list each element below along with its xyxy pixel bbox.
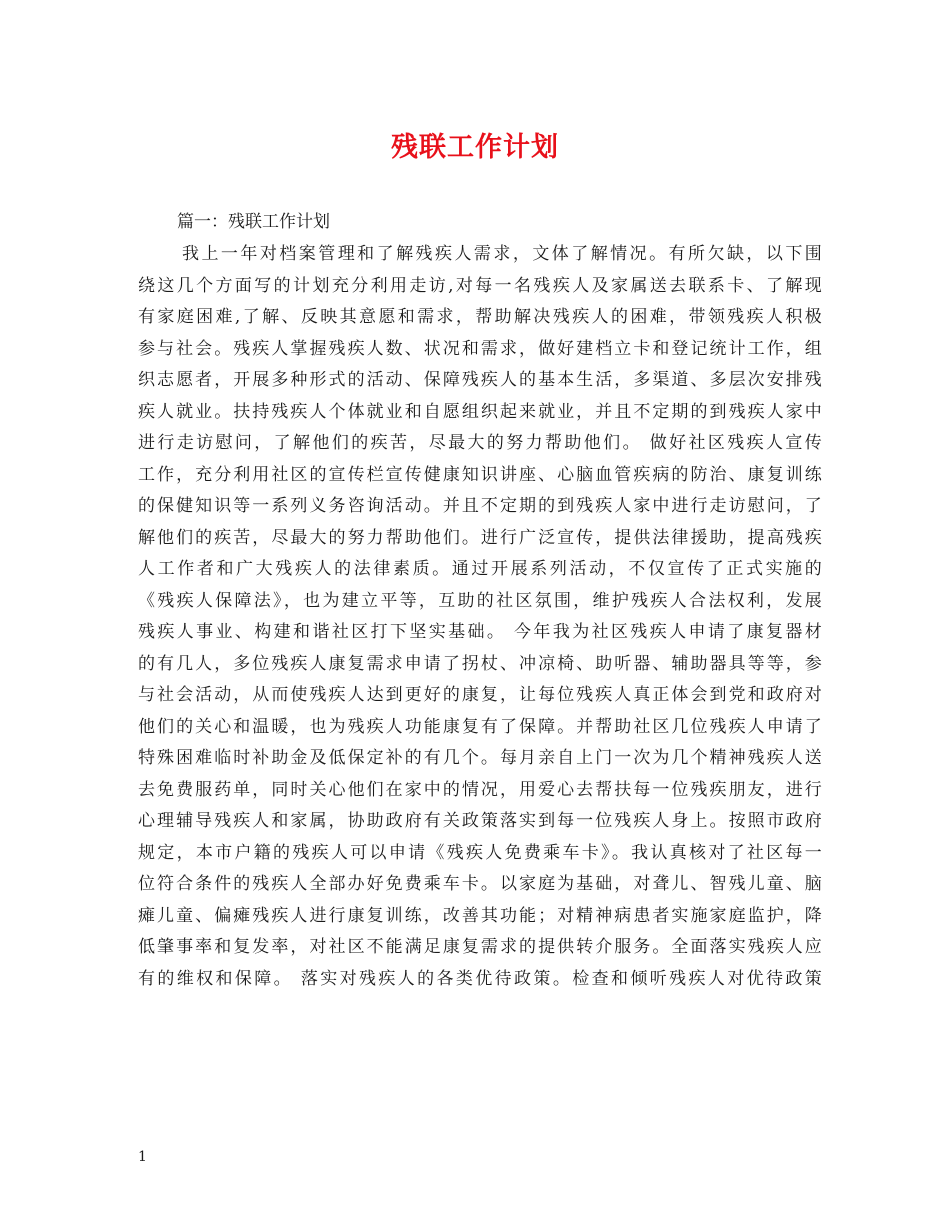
text-line: 工作，充分利用社区的宣传栏宣传健康知识讲座、心脑血管疾病的防治、康复训练 <box>138 464 822 485</box>
text-line: 解他们的疾苦，尽最大的努力帮助他们。进行广泛宣传，提供法律援助，提高残疾 <box>138 527 822 548</box>
text-line: 有的维权和保障。 落实对残疾人的各类优待政策。检查和倾听残疾人对优待政策 <box>138 968 822 989</box>
text-line: 疾人就业。扶持残疾人个体就业和自愿组织起来就业，并且不定期的到残疾人家中 <box>138 401 822 422</box>
text-line: 绕这几个方面写的计划充分利用走访,对每一名残疾人及家属送去联系卡、了解现 <box>138 275 822 296</box>
text-line: 织志愿者，开展多种形式的活动、保障残疾人的基本生活，多渠道、多层次安排残 <box>138 370 822 390</box>
text-line: 的保健知识等一系列义务咨询活动。并且不定期的到残疾人家中进行走访慰问，了 <box>138 496 822 516</box>
text-line: 位符合条件的残疾人全部办好免费乘车卡。以家庭为基础，对聋儿、智残儿童、脑 <box>138 874 822 894</box>
text-line: 与社会活动，从而使残疾人达到更好的康复，让每位残疾人真正体会到党和政府对 <box>138 685 822 705</box>
text-line: 进行走访慰问，了解他们的疾苦，尽最大的努力帮助他们。 做好社区残疾人宣传 <box>138 433 822 453</box>
text-line: 的有几人，多位残疾人康复需求申请了拐杖、冲凉椅、助听器、辅助器具等等，参 <box>138 653 822 674</box>
text-line: 心理辅导残疾人和家属，协助政府有关政策落实到每一位残疾人身上。按照市政府 <box>138 811 822 831</box>
text-line: 有家庭困难,了解、反映其意愿和需求，帮助解决残疾人的困难，带领残疾人积极 <box>138 307 822 327</box>
text-line: 特殊困难临时补助金及低保定补的有几个。每月亲自上门一次为几个精神残疾人送 <box>138 748 822 768</box>
section-heading: 篇一：残联工作计划 <box>177 212 330 232</box>
text-line: 低肇事率和复发率，对社区不能满足康复需求的提供转介服务。全面落实残疾人应 <box>138 937 822 957</box>
document-title: 残联工作计划 <box>391 132 559 163</box>
text-line: 瘫儿童、偏瘫残疾人进行康复训练，改善其功能；对精神病患者实施家庭监护，降 <box>138 905 822 926</box>
body-paragraph <box>138 239 822 995</box>
text-line: 参与社会。残疾人掌握残疾人数、状况和需求，做好建档立卡和登记统计工作，组 <box>138 338 822 359</box>
text-line: 人工作者和广大残疾人的法律素质。通过开展系列活动，不仅宣传了正式实施的 <box>138 559 822 579</box>
text-line: 残疾人事业、构建和谐社区打下坚实基础。 今年我为社区残疾人申请了康复器材 <box>138 622 822 642</box>
page-number: 1 <box>138 1149 147 1165</box>
text-line: 规定，本市户籍的残疾人可以申请《残疾人免费乘车卡》。我认真核对了社区每一 <box>138 842 822 863</box>
text-line: 去免费服药单，同时关心他们在家中的情况，用爱心去帮扶每一位残疾朋友，进行 <box>138 779 822 800</box>
text-line: 《残疾人保障法》，也为建立平等，互助的社区氛围，维护残疾人合法权利，发展 <box>138 590 822 611</box>
text-line: 他们的关心和温暖，也为残疾人功能康复有了保障。并帮助社区几位残疾人申请了 <box>138 716 822 737</box>
text-line: 我上一年对档案管理和了解残疾人需求，文体了解情况。有所欠缺，以下围 <box>182 244 822 264</box>
